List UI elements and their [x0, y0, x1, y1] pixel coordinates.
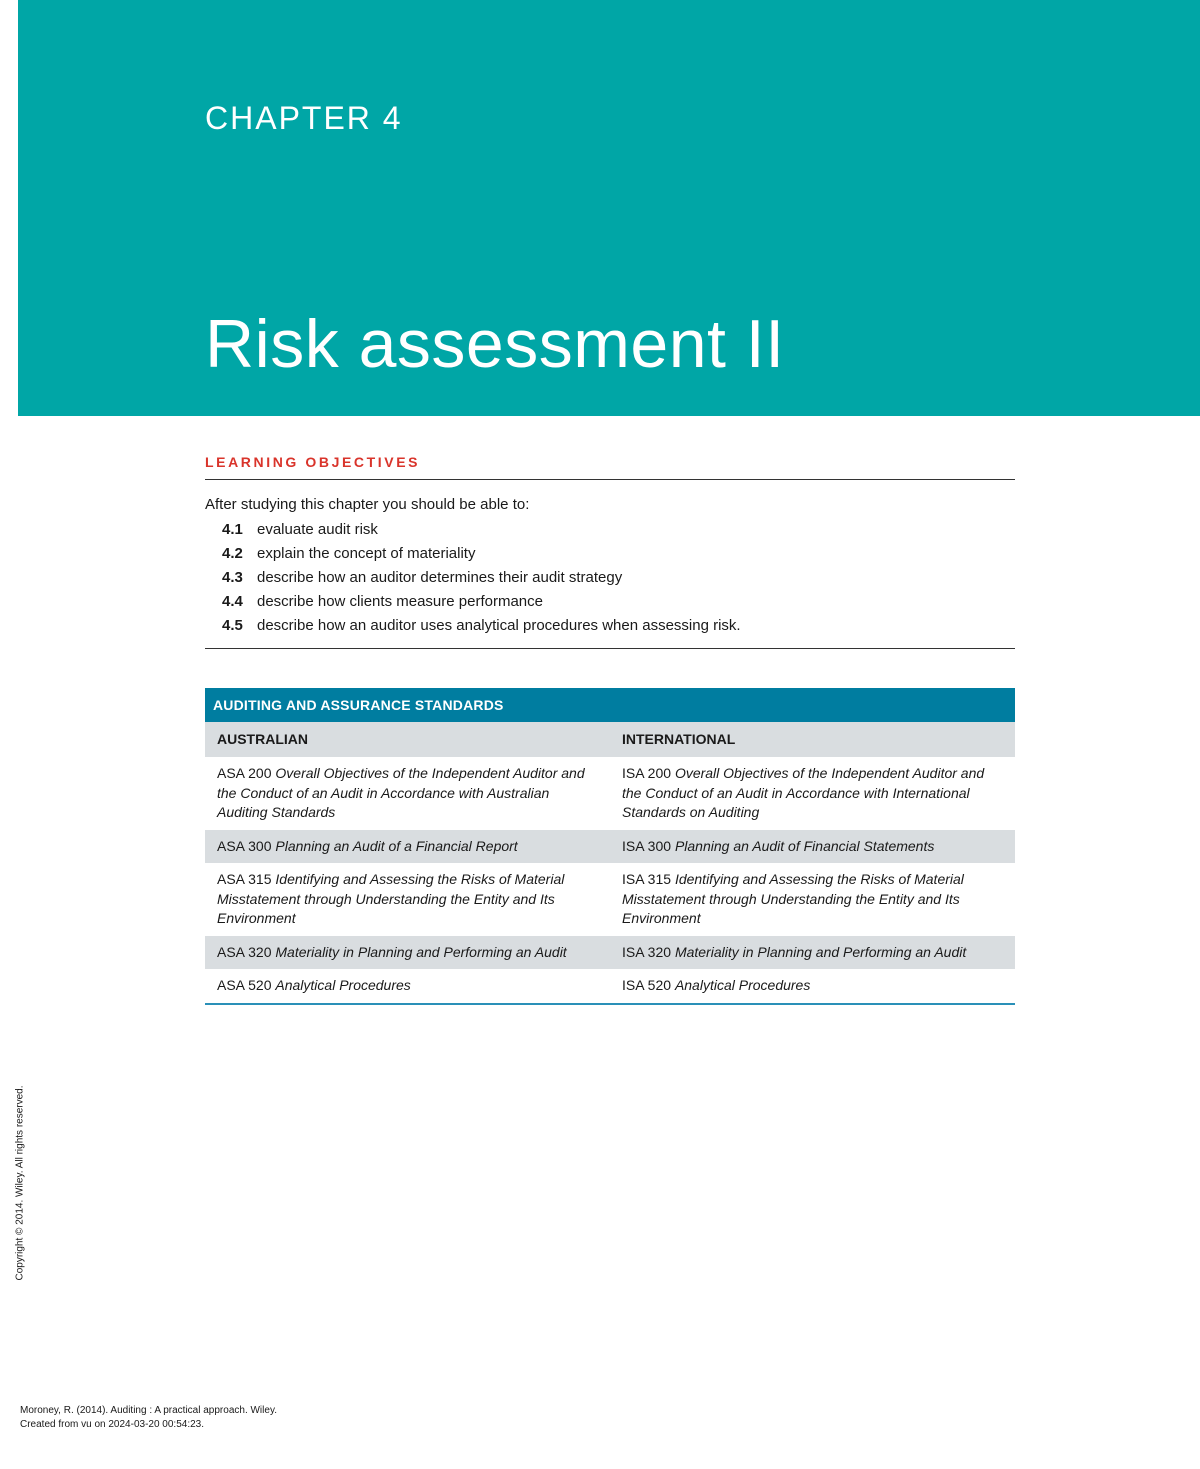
chapter-title: Risk assessment II	[205, 306, 785, 382]
objective-number: 4.4	[222, 593, 243, 610]
citation-line: Moroney, R. (2014). Auditing : A practical approach. Wiley.	[20, 1405, 277, 1416]
citation-footer	[20, 1404, 277, 1432]
objective-item	[222, 590, 1015, 614]
standard-code: ISA 300	[622, 837, 672, 854]
objective-text: evaluate audit risk	[257, 521, 378, 538]
standard-title: Identifying and Assessing the Risks of Material Misstatement through Understanding the Entity and Its Environment	[217, 871, 565, 926]
objective-text: describe how an auditor uses analytical procedures when assessing risk.	[257, 617, 741, 634]
standard-code: ASA 315	[217, 871, 272, 887]
learning-objectives-heading: LEARNING OBJECTIVES	[205, 452, 1015, 480]
column-header-australian: AUSTRALIAN	[217, 731, 308, 747]
objective-number: 4.1	[222, 521, 243, 538]
standard-title: Materiality in Planning and Performing an Audit	[275, 943, 567, 960]
table-row	[205, 757, 1015, 830]
international-standard-cell	[611, 757, 1015, 830]
objective-number: 4.5	[222, 617, 243, 634]
standard-code: ASA 200	[217, 765, 272, 781]
standard-title: Analytical Procedures	[275, 977, 411, 993]
standards-table-title: AUDITING AND ASSURANCE STANDARDS	[205, 688, 1015, 722]
standard-code: ASA 320	[217, 943, 272, 960]
standard-code: ISA 315	[622, 871, 672, 887]
standards-table	[205, 688, 1015, 1005]
australian-standard-cell	[205, 757, 611, 830]
learning-objectives	[205, 452, 1015, 649]
table-row	[205, 936, 1015, 970]
international-standard-cell	[611, 936, 1015, 970]
learning-objectives-list	[205, 518, 1015, 649]
objective-text: describe how an auditor determines their audit strategy	[257, 569, 623, 586]
standard-code: ISA 520	[622, 977, 672, 993]
international-standard-cell	[611, 830, 1015, 864]
standard-code: ASA 520	[217, 977, 272, 993]
standard-code: ASA 300	[217, 837, 272, 854]
citation-created-line: Created from vu on 2024-03-20 00:54:23.	[20, 1419, 205, 1430]
standard-title: Planning an Audit of Financial Statements	[674, 837, 935, 854]
objective-number: 4.2	[222, 545, 243, 562]
standard-title: Identifying and Assessing the Risks of Material Misstatement through Understanding the Entity and Its Environment	[622, 871, 964, 926]
international-standard-cell	[611, 863, 1015, 936]
standard-code: ISA 320	[622, 943, 672, 960]
objective-number: 4.3	[222, 569, 243, 586]
standard-title: Planning an Audit of a Financial Report	[275, 837, 518, 854]
objective-text: describe how clients measure performance	[257, 593, 543, 610]
objective-item	[222, 566, 1015, 590]
table-row	[205, 830, 1015, 864]
learning-objectives-intro: After studying this chapter you should be able to:	[205, 496, 530, 513]
standard-title: Analytical Procedures	[674, 977, 811, 993]
table-row	[205, 863, 1015, 936]
standard-title: Materiality in Planning and Performing an Audit	[674, 943, 967, 960]
standard-code: ISA 200	[622, 765, 672, 781]
objective-item	[222, 542, 1015, 566]
objective-item	[222, 614, 1015, 638]
chapter-label: CHAPTER 4	[205, 100, 403, 136]
objective-item	[222, 518, 1015, 542]
column-header-international: INTERNATIONAL	[622, 731, 736, 747]
objective-text: explain the concept of materiality	[257, 545, 476, 562]
australian-standard-cell	[205, 936, 611, 970]
international-standard-cell	[611, 969, 1015, 1003]
australian-standard-cell	[205, 830, 611, 864]
australian-standard-cell	[205, 863, 611, 936]
copyright-notice: Copyright © 2014. Wiley. All rights reserved.	[14, 1085, 26, 1281]
standard-title: Overall Objectives of the Independent Auditor and the Conduct of an Audit in Accordance with International Standards on Auditing	[622, 765, 985, 820]
standards-table-header	[205, 722, 1015, 757]
standard-title: Overall Objectives of the Independent Auditor and the Conduct of an Audit in Accordance with Australian Auditing Standards	[217, 765, 585, 820]
australian-standard-cell	[205, 969, 611, 1003]
table-row	[205, 969, 1015, 1003]
